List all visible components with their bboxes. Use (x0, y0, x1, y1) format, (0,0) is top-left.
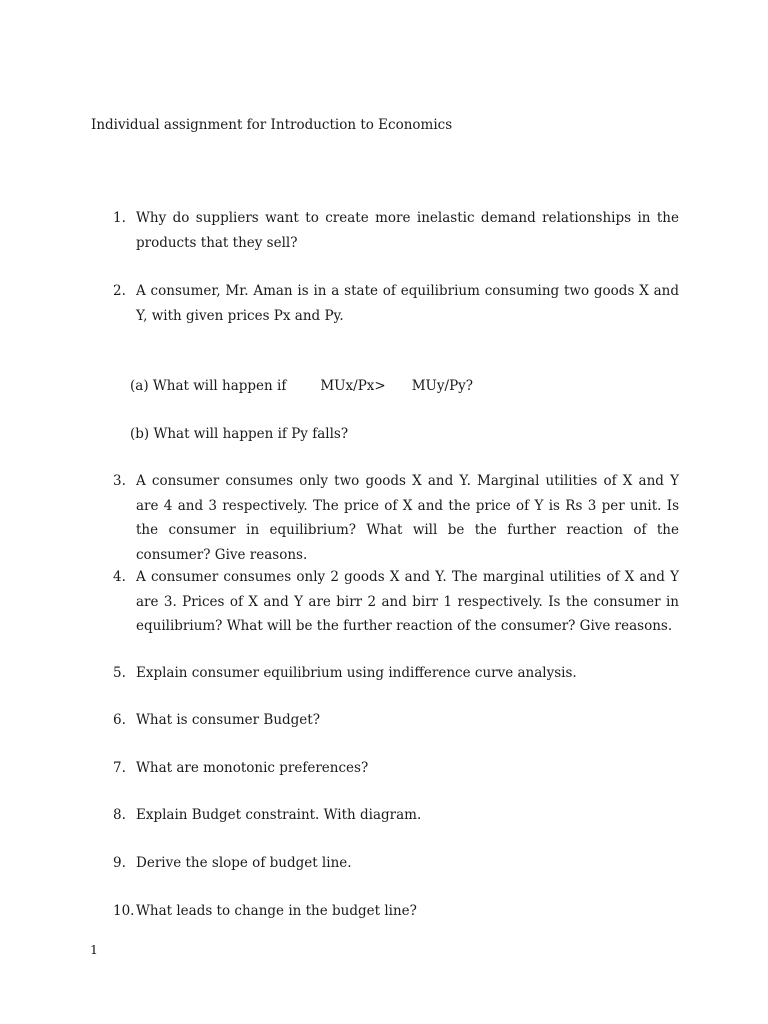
question-4 (113, 565, 679, 639)
page-number: 1 (90, 942, 98, 957)
question-number: 6. (113, 712, 126, 728)
question-text: A consumer, Mr. Aman is in a state of equilibrium consuming two goods X and Y, with given prices Px and Py. (136, 283, 679, 324)
question-8 (113, 803, 679, 828)
question-6 (113, 708, 679, 733)
question-1 (113, 206, 679, 255)
sub-question-a-right-ratio: MUy/Py? (411, 378, 474, 394)
question-text: Derive the slope of budget line. (136, 855, 352, 871)
question-number: 5. (113, 665, 126, 681)
question-number: 9. (113, 855, 126, 871)
question-number: 10. (113, 903, 135, 919)
question-number: 7. (113, 760, 126, 776)
question-text: A consumer consumes only 2 goods X and Y. The marginal utilities of X and Y are 3. Prices of X and Y are birr 2 and birr 1 respectively. Is the consumer in equilibrium? What will be the further reaction of the consumer? Give reasons. (136, 569, 679, 634)
document-title: Individual assignment for Introduction to Economics (91, 117, 453, 133)
question-text: What leads to change in the budget line? (136, 903, 417, 919)
question-7 (113, 756, 679, 781)
question-number: 2. (113, 283, 126, 299)
question-3 (113, 469, 679, 567)
question-5 (113, 661, 679, 686)
question-text: A consumer consumes only two goods X and Y. Marginal utilities of X and Y are 4 and 3 respectively. The price of X and the price of Y is Rs 3 per unit. Is the consumer in equilibrium? What will be the further reaction of the consumer? Give reasons. (136, 473, 679, 563)
question-10 (113, 899, 679, 924)
question-text: What is consumer Budget? (136, 712, 320, 728)
sub-question-a (130, 376, 473, 396)
question-2 (113, 279, 679, 328)
sub-question-a-left-ratio: MUx/Px> (320, 378, 386, 394)
question-text: Explain consumer equilibrium using indifference curve analysis. (136, 665, 577, 681)
question-text: Explain Budget constraint. With diagram. (136, 807, 422, 823)
question-number: 8. (113, 807, 126, 823)
sub-question-b: (b) What will happen if Py falls? (130, 426, 349, 442)
question-number: 3. (113, 473, 126, 489)
question-number: 1. (113, 210, 126, 226)
question-number: 4. (113, 569, 126, 585)
question-text: What are monotonic preferences? (136, 760, 369, 776)
question-9 (113, 851, 679, 876)
question-text: Why do suppliers want to create more inelastic demand relationships in the products that they sell? (136, 210, 679, 251)
sub-question-a-lead: (a) What will happen if (130, 378, 287, 394)
